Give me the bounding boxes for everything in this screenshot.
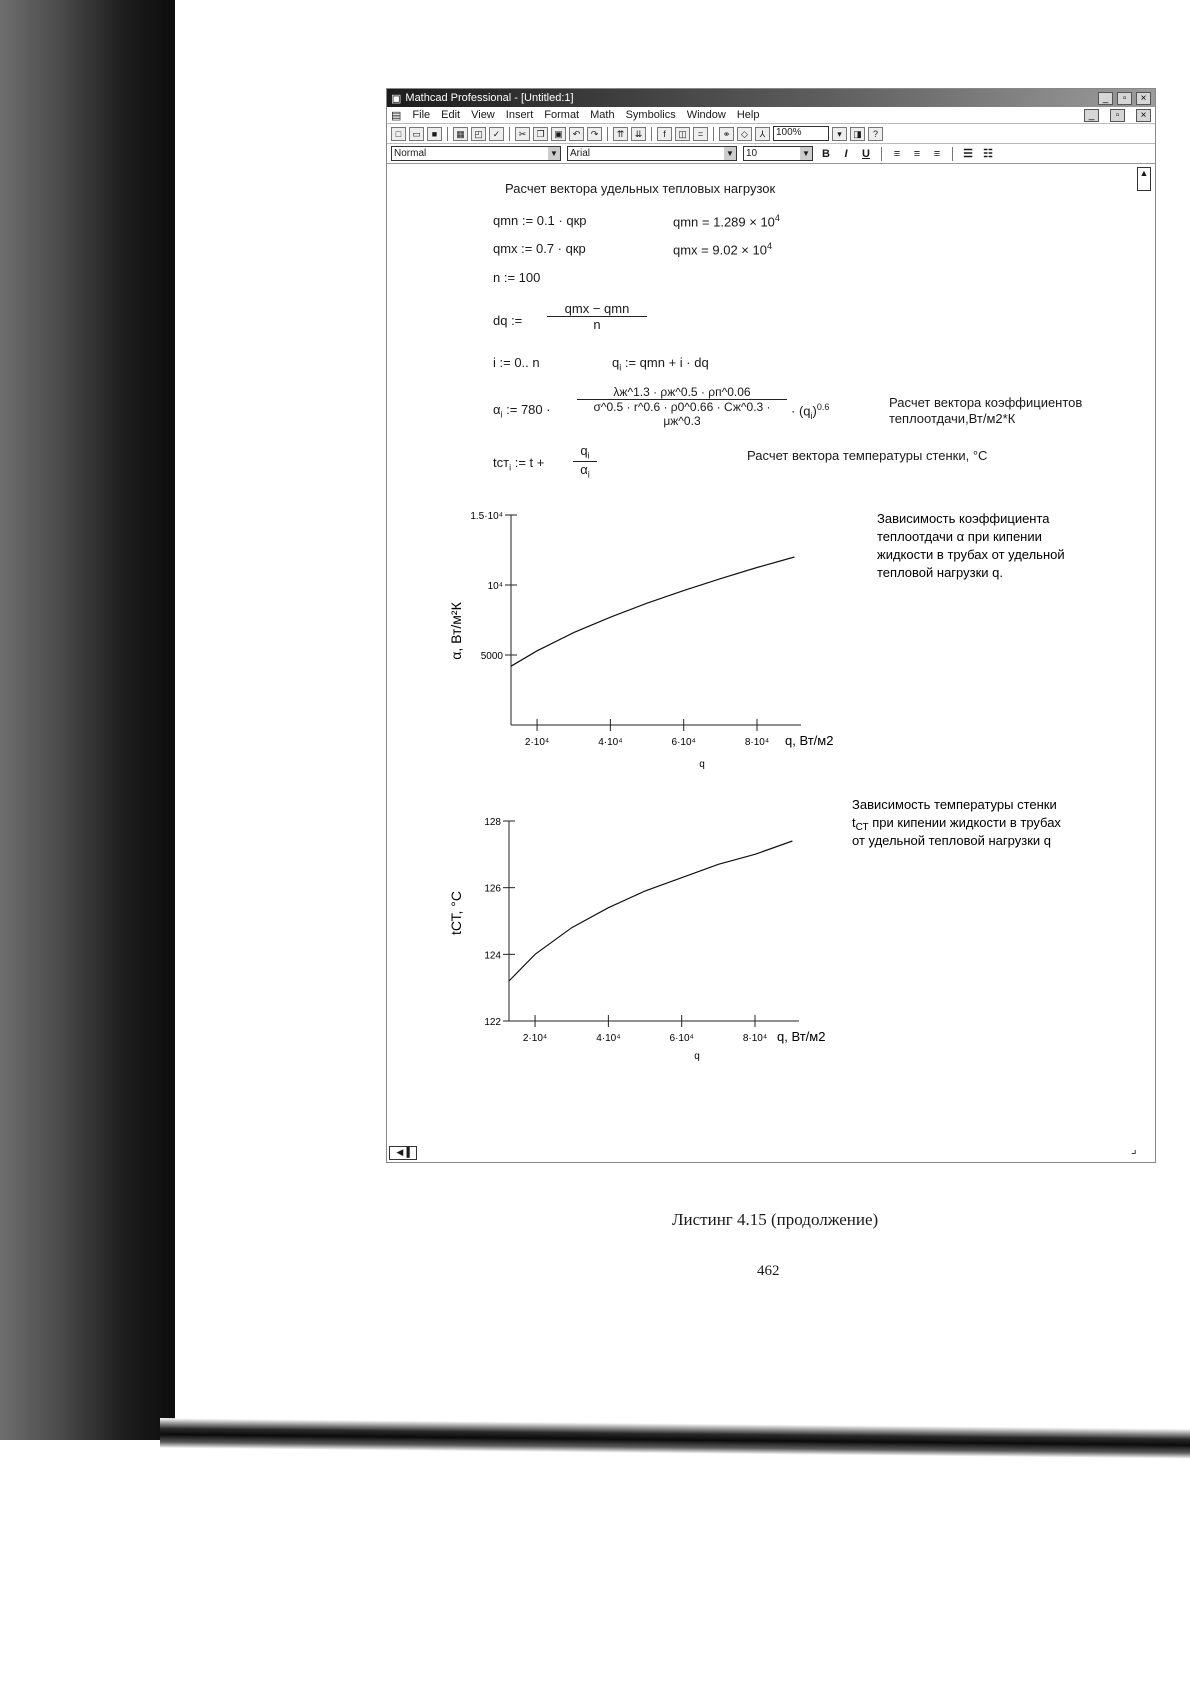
tst-note-t: t <box>852 815 856 830</box>
page-bottom-edge <box>160 1418 1190 1459</box>
tst-den-symbol: α <box>580 461 588 477</box>
bullets-icon[interactable]: ☰ <box>963 148 973 160</box>
tst-chart-y-tick-label: 126 <box>484 883 501 895</box>
alpha-chart-y-tick-label: 10⁴ <box>487 581 503 592</box>
zoom-select[interactable]: 100% <box>773 126 829 141</box>
alpha-chart-y-tick-label: 5000 <box>480 651 503 662</box>
tst-chart-plot <box>484 817 799 1044</box>
undo-icon[interactable]: ↶ <box>569 127 584 141</box>
alpha-coefficient: := 780 · <box>506 402 551 417</box>
alpha-chart-note-line-2: теплоотдачи α при кипении <box>877 529 1042 544</box>
print-icon[interactable]: ▦ <box>453 127 468 141</box>
q-symbol: q <box>612 355 620 370</box>
alpha-note-line-1: Расчет вектора коэффициентов <box>889 395 1083 410</box>
alpha-tail-subscript: i <box>810 410 813 421</box>
tst-numerator <box>573 443 597 462</box>
menu-insert[interactable]: Insert <box>505 109 534 121</box>
alpha-chart-series-line <box>511 557 794 666</box>
tst-chart-y-tick-label: 128 <box>484 817 501 828</box>
standard-toolbar <box>387 124 1155 144</box>
font-value: Arial <box>570 148 591 159</box>
zoom-dropdown-icon[interactable]: ▾ <box>832 127 847 141</box>
q-vector-definition <box>612 355 709 373</box>
print-preview-icon[interactable]: ◰ <box>471 127 486 141</box>
qmn-result-exponent: 4 <box>774 213 780 223</box>
alpha-chart-x-tick-label: 2·10⁴ <box>524 737 550 748</box>
alpha-chart-ylabel: α, Вт/м²К <box>448 602 464 660</box>
align-across-icon[interactable]: ⇈ <box>613 127 628 141</box>
alpha-symbol: α <box>493 402 501 417</box>
tst-chart-ylabel: tСТ, °С <box>448 890 464 936</box>
tst-den-subscript: i <box>587 469 590 480</box>
open-icon[interactable]: ▭ <box>409 127 424 141</box>
redo-icon[interactable]: ↷ <box>587 127 602 141</box>
page-number: 462 <box>757 1263 780 1279</box>
menu-bar <box>387 107 1155 124</box>
title-bar <box>387 89 1155 107</box>
alpha-tail-text: · (q <box>791 403 811 419</box>
tst-chart-note-line-3: от удельной тепловой нагрузки q <box>852 833 1051 848</box>
font-size-select[interactable] <box>743 146 813 161</box>
tst-chart-y-tick-label: 124 <box>484 950 501 962</box>
qmn-result <box>673 213 780 229</box>
tst-chart-x-tick-label: 8·10⁴ <box>742 1033 768 1044</box>
tst-note-rest: при кипении жидкости в трубах <box>868 815 1061 830</box>
n-definition: n := 100 <box>493 270 541 285</box>
tst-symbol: tст <box>493 455 510 470</box>
menu-file[interactable]: File <box>412 109 431 121</box>
window-title: Mathcad Professional - [Untitled:1] <box>405 92 574 104</box>
tst-subscript: i <box>509 462 512 473</box>
new-icon[interactable]: □ <box>391 127 406 141</box>
mathcad-window <box>386 88 1156 1163</box>
qmn-definition: qmn := 0.1 · qкр <box>493 213 587 228</box>
alpha-fraction <box>577 385 787 428</box>
tst-num-subscript: i <box>587 450 590 461</box>
worksheet[interactable] <box>387 165 1155 1157</box>
alpha-chart[interactable] <box>447 495 1137 785</box>
copy-icon[interactable]: ❐ <box>533 127 548 141</box>
tst-fraction <box>573 443 597 479</box>
italic-icon[interactable]: I <box>844 147 848 160</box>
scroll-left-icon[interactable]: ◀▐ <box>389 1146 417 1160</box>
listing-caption: Листинг 4.15 (продолжение) <box>672 1210 879 1229</box>
minimize-button[interactable]: _ <box>1098 92 1113 105</box>
resize-grip-icon[interactable]: ⌟ <box>1131 1142 1137 1156</box>
chevron-down-icon[interactable]: ▼ <box>724 147 736 160</box>
alpha-numerator: λж^1.3 · ρж^0.5 · ρп^0.06 <box>577 385 787 400</box>
qmx-result-exponent: 4 <box>766 241 772 251</box>
alpha-chart-y-tick-label: 1.5·10⁴ <box>470 511 503 522</box>
scroll-up-icon[interactable]: ▲ <box>1137 167 1151 191</box>
q-rhs: := qmn + i · dq <box>624 355 709 370</box>
dq-lhs: dq := <box>493 313 523 328</box>
restore-button[interactable]: ▫ <box>1117 92 1132 105</box>
alpha-chart-x-tick-label: 8·10⁴ <box>744 737 770 748</box>
alpha-chart-note-line-4: тепловой нагрузки q. <box>877 565 1004 580</box>
component-wizard-icon[interactable]: ◇ <box>737 127 752 141</box>
alpha-chart-xlabel: q <box>699 759 705 770</box>
doc-minimize-button[interactable]: _ <box>1084 109 1099 122</box>
alpha-chart-note-line-1: Зависимость коэффициента <box>877 511 1050 526</box>
close-button[interactable]: × <box>1136 92 1151 105</box>
insert-function-icon[interactable]: f <box>657 127 672 141</box>
alpha-tail-exponent: 0.6 <box>816 402 830 412</box>
qmn-result-mantissa: qmn = 1.289 × 10 <box>673 214 775 230</box>
tst-num-symbol: q <box>580 443 588 458</box>
save-icon[interactable]: ■ <box>427 127 442 141</box>
qmx-result <box>673 241 772 257</box>
menu-math[interactable]: Math <box>590 109 615 121</box>
qmx-definition: qmx := 0.7 · qкр <box>493 241 586 256</box>
alpha-note-line-2: теплоотдачи,Вт/м2*К <box>889 411 1016 426</box>
qmx-result-mantissa: qmx = 9.02 × 10 <box>673 242 767 258</box>
tst-chart-series-line <box>509 841 792 981</box>
tst-note-subscript: СТ <box>855 822 869 833</box>
tst-chart-x-tick-label: 2·10⁴ <box>522 1033 548 1044</box>
help-icon[interactable]: ? <box>868 127 883 141</box>
tst-chart-note-line-2 <box>852 815 1061 833</box>
dq-denominator: n <box>593 317 601 332</box>
alpha-chart-x-tick-label: 4·10⁴ <box>598 737 623 748</box>
dq-fraction <box>547 301 647 332</box>
q-subscript: i <box>619 362 622 373</box>
cut-icon[interactable]: ✂ <box>515 127 530 141</box>
alpha-chart-x-unit-label: q, Вт/м2 <box>785 733 834 748</box>
font-size-value: 10 <box>746 148 758 159</box>
align-center-icon[interactable]: ≡ <box>913 147 921 160</box>
align-left-icon[interactable]: ≡ <box>893 147 901 160</box>
app-icon: ▣ <box>391 92 402 105</box>
resource-center-icon[interactable]: ◨ <box>850 127 865 141</box>
menu-symbolics[interactable]: Symbolics <box>625 109 676 121</box>
menu-format[interactable]: Format <box>544 109 580 121</box>
underline-icon[interactable]: U <box>862 147 870 160</box>
insert-unit-icon[interactable]: ◫ <box>675 127 690 141</box>
chevron-down-icon[interactable]: ▼ <box>548 147 560 160</box>
run-mathconnex-icon[interactable]: ⅄ <box>755 127 770 141</box>
font-select[interactable] <box>567 146 737 161</box>
doc-restore-button[interactable]: ▫ <box>1110 109 1125 122</box>
tst-chart[interactable] <box>447 785 1137 1075</box>
dq-numerator: qmx − qmn <box>547 301 647 317</box>
section-heading: Расчет вектора удельных тепловых нагрузок <box>505 181 776 196</box>
calculate-icon[interactable]: = <box>693 127 708 141</box>
doc-close-button[interactable]: × <box>1136 109 1151 122</box>
tst-chart-xlabel: q <box>694 1051 700 1062</box>
tst-chart-note-line-1: Зависимость температуры стенки <box>852 797 1057 812</box>
alpha-chart-note-line-3: жидкости в трубах от удельной <box>877 547 1065 562</box>
bold-icon[interactable]: B <box>822 147 830 160</box>
tst-chart-y-tick-label: 122 <box>484 1017 501 1028</box>
tst-chart-x-tick-label: 6·10⁴ <box>669 1033 694 1044</box>
numbering-icon[interactable]: ☷ <box>983 148 993 160</box>
book-spine-shadow <box>0 0 175 1440</box>
formatting-toolbar <box>387 144 1155 164</box>
tst-lhs <box>493 455 544 473</box>
menu-edit[interactable]: Edit <box>441 109 461 121</box>
tst-note: Расчет вектора температуры стенки, °С <box>747 448 988 463</box>
alpha-chart-plot <box>470 511 801 748</box>
style-select[interactable] <box>391 146 561 161</box>
menu-view[interactable]: View <box>471 109 495 121</box>
tst-chart-x-unit-label: q, Вт/м2 <box>777 1029 826 1044</box>
tst-chart-x-tick-label: 4·10⁴ <box>596 1033 621 1044</box>
alpha-subscript: i <box>500 409 503 420</box>
paste-icon[interactable]: ▣ <box>551 127 566 141</box>
menu-help[interactable]: Help <box>736 109 760 121</box>
chevron-down-icon[interactable]: ▼ <box>800 147 812 160</box>
doc-icon: ▤ <box>391 109 402 122</box>
align-right-icon[interactable]: ≡ <box>933 147 941 160</box>
spell-check-icon[interactable]: ✓ <box>489 127 504 141</box>
alpha-chart-x-tick-label: 6·10⁴ <box>671 737 696 748</box>
align-down-icon[interactable]: ⇊ <box>631 127 646 141</box>
alpha-denominator: σ^0.5 · r^0.6 · ρ0^0.66 · Сж^0.3 · μж^0.3 <box>593 400 771 428</box>
insert-hyperlink-icon[interactable]: ⚭ <box>719 127 734 141</box>
alpha-lhs <box>493 402 551 420</box>
i-range-definition: i := 0.. n <box>493 355 540 370</box>
tst-denominator <box>573 462 597 480</box>
alpha-tail <box>791 402 829 421</box>
menu-window[interactable]: Window <box>686 109 726 121</box>
tst-rhs-start: := t + <box>514 455 545 470</box>
alpha-tail-paren: ) <box>812 403 817 419</box>
style-value: Normal <box>394 148 427 159</box>
